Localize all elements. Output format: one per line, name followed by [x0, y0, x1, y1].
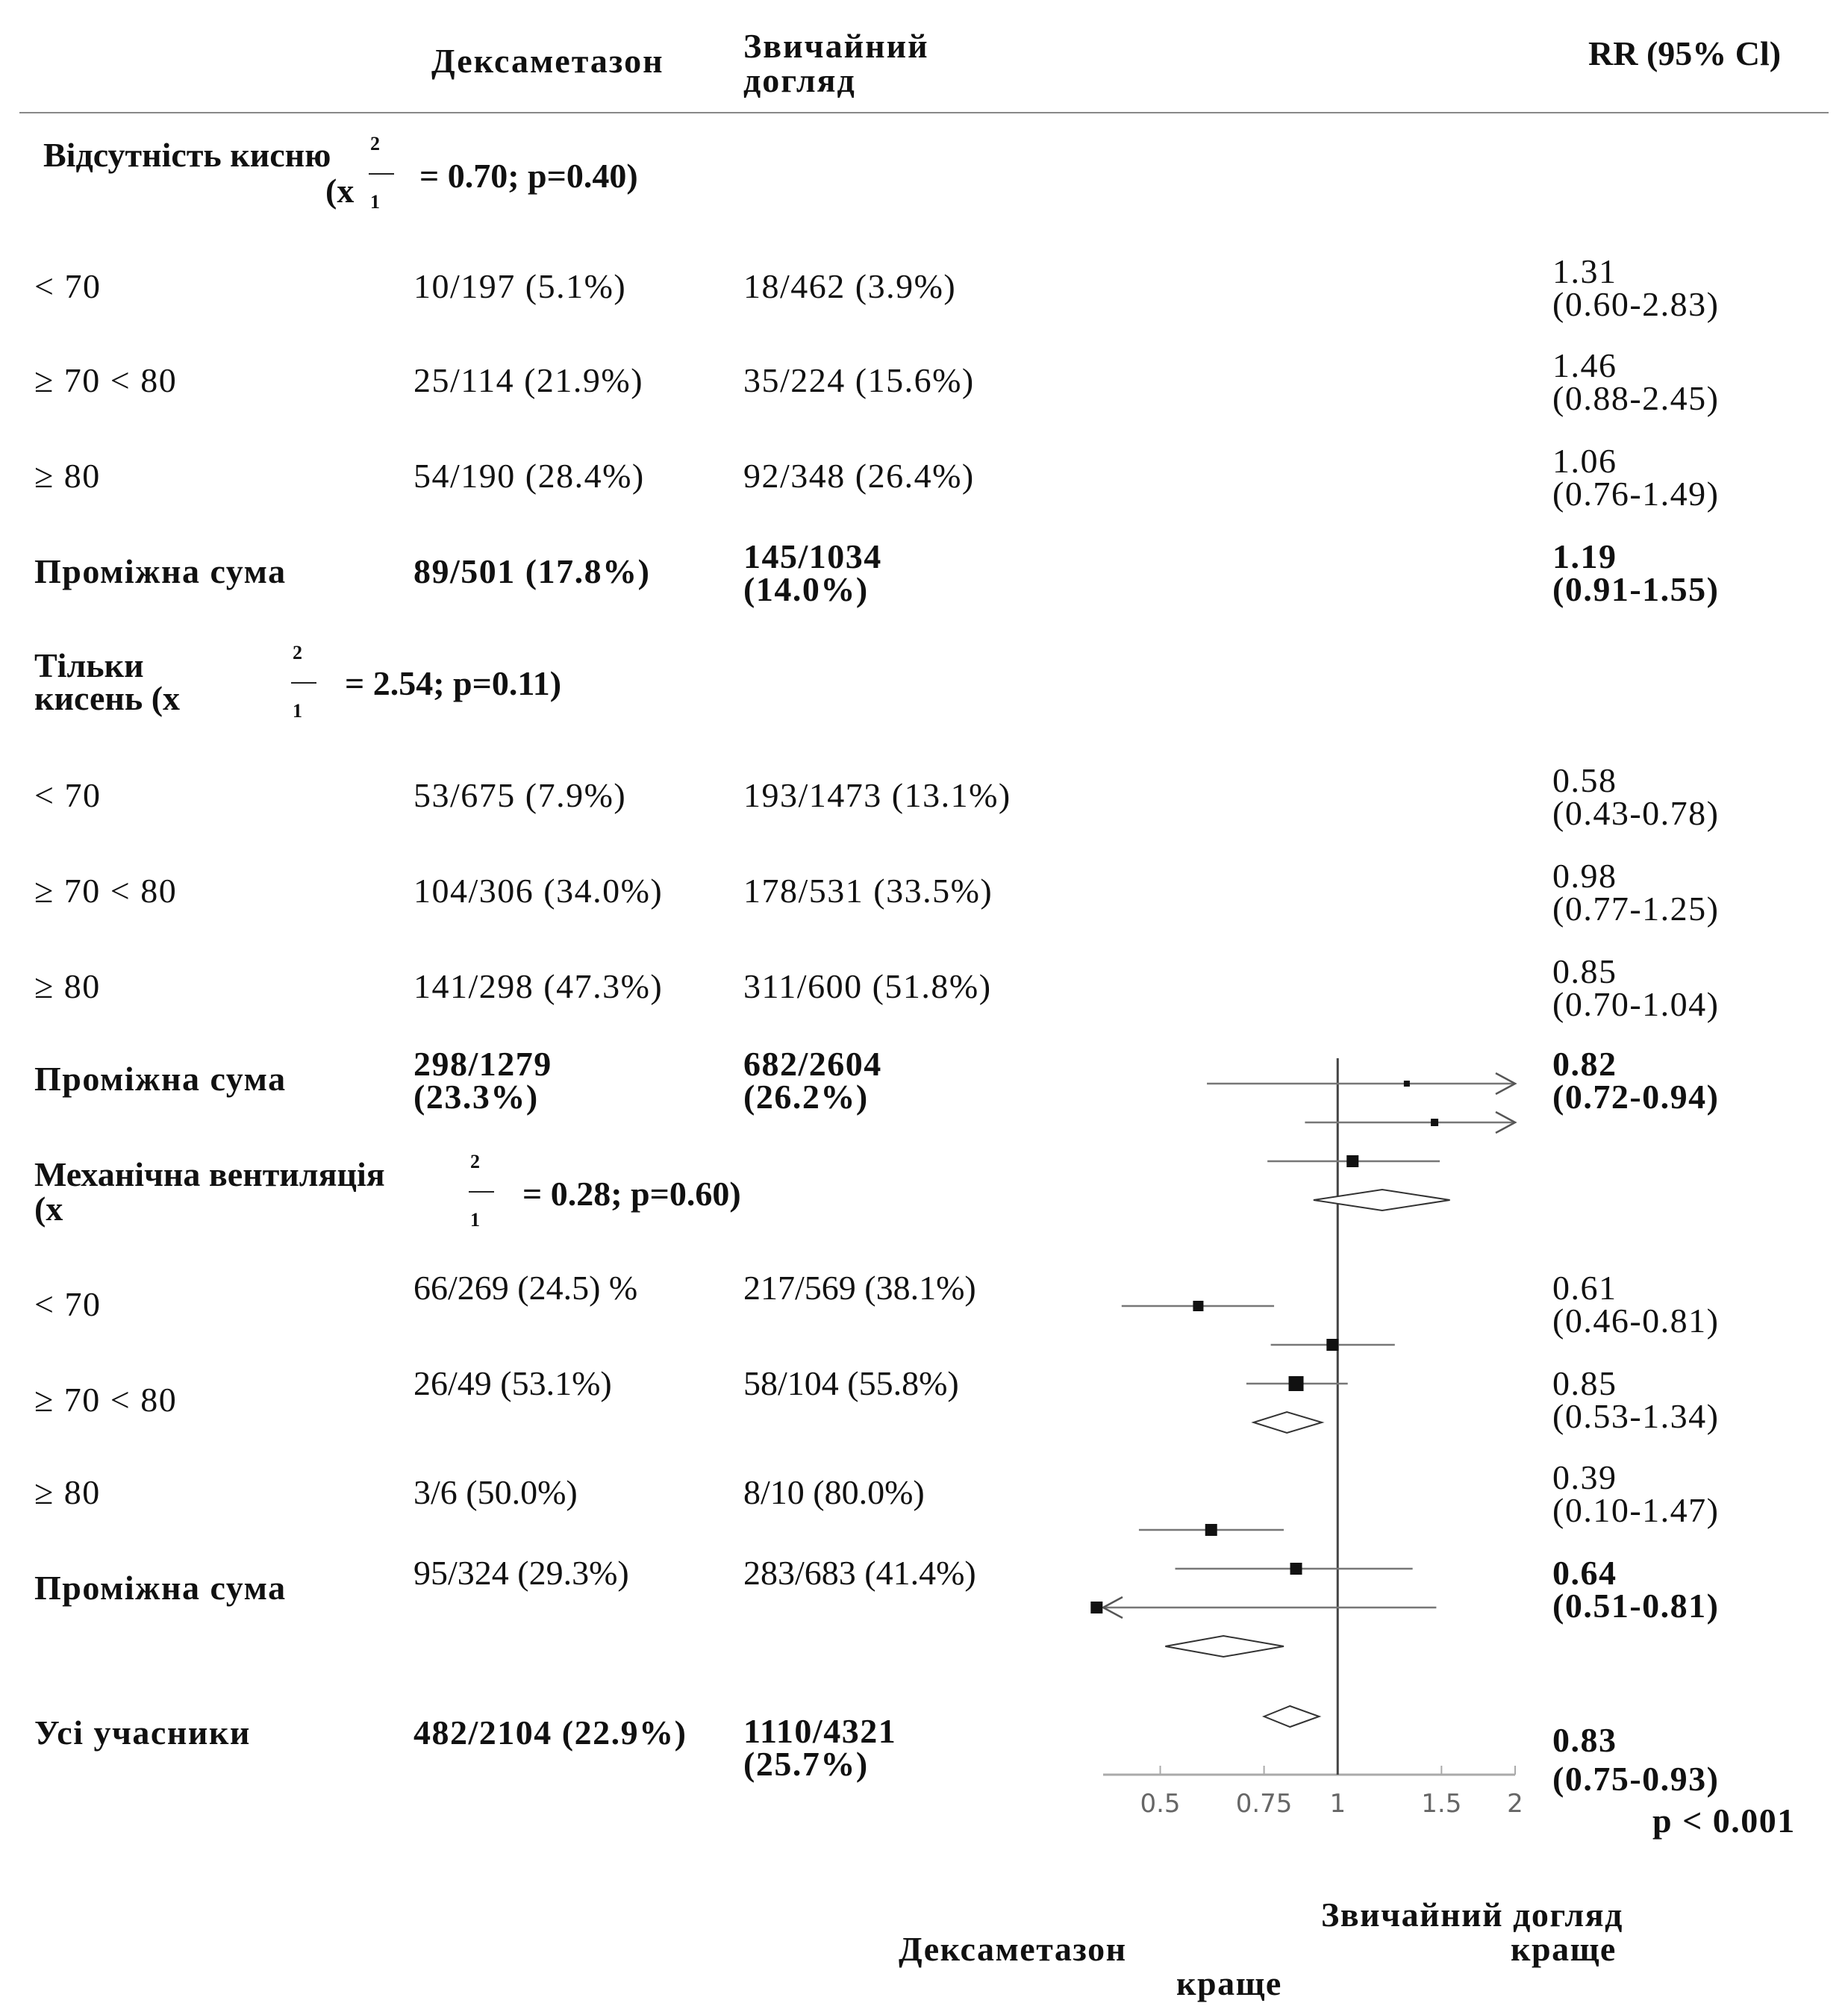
chi-square-symbol: 2 1 — [369, 134, 399, 216]
group-title-oxygen-only-chi: кисень (x — [34, 679, 181, 717]
group-title-no-oxygen-chi: (x — [325, 172, 355, 210]
x-tick-label: 0.5 — [1140, 1789, 1181, 1819]
row-usual: 178/531 (33.5%) — [743, 872, 993, 910]
overall-label: Усі учасники — [34, 1713, 251, 1752]
subtotal-label: Проміжна сума — [34, 1060, 287, 1098]
row-label: < 70 — [34, 1285, 102, 1323]
row-rr: 1.06 — [1552, 442, 1617, 480]
point-estimate — [1290, 1563, 1302, 1575]
row-rr: 1.46 — [1552, 346, 1617, 384]
overall-ci: (0.75-0.93) — [1552, 1760, 1720, 1798]
overall-p-value: p < 0.001 — [1652, 1802, 1796, 1840]
row-rr: 0.98 — [1552, 857, 1617, 895]
row-ci: (0.60-2.83) — [1552, 285, 1720, 323]
row-rr: 1.31 — [1552, 252, 1617, 290]
row-usual: 311/600 (51.8%) — [743, 967, 992, 1005]
row-usual: 193/1473 (13.1%) — [743, 776, 1011, 814]
x-tick-label: 0.75 — [1235, 1789, 1293, 1819]
subtotal-dex: 89/501 (17.8%) — [413, 552, 651, 590]
row-usual: 217/569 (38.1%) — [743, 1269, 976, 1307]
pooled-diamond — [1314, 1190, 1450, 1210]
subtotal-rr: 0.82 — [1552, 1045, 1617, 1083]
point-estimate — [1193, 1301, 1203, 1311]
subtotal-usual-line1: 145/1034 — [743, 537, 882, 575]
row-ci: (0.70-1.04) — [1552, 985, 1720, 1023]
row-ci: (0.43-0.78) — [1552, 794, 1720, 832]
favours-usual-care-line1: Звичайний догляд — [1321, 1896, 1623, 1934]
group-stat-no-oxygen: = 0.70; p=0.40) — [419, 157, 638, 195]
row-ci: (0.46-0.81) — [1552, 1302, 1720, 1340]
subtotal-rr: 0.64 — [1552, 1554, 1617, 1592]
overall-dex: 482/2104 (22.9%) — [413, 1713, 687, 1752]
subtotal-label: Проміжна сума — [34, 1569, 287, 1607]
subtotal-dex: 95/324 (29.3%) — [413, 1554, 629, 1592]
row-dex: 104/306 (34.0%) — [413, 872, 664, 910]
point-estimate — [1404, 1081, 1410, 1087]
row-rr: 0.85 — [1552, 1364, 1617, 1402]
subtotal-usual: 283/683 (41.4%) — [743, 1554, 976, 1592]
row-dex: 25/114 (21.9%) — [413, 361, 644, 399]
group-title-mechanical-ventilation: Механічна вентиляція — [34, 1155, 385, 1193]
point-estimate — [1346, 1155, 1358, 1167]
overall-usual-line2: (25.7%) — [743, 1745, 869, 1783]
row-label: ≥ 70 < 80 — [34, 872, 178, 910]
row-dex: 54/190 (28.4%) — [413, 457, 645, 495]
subtotal-usual-line2: (14.0%) — [743, 570, 869, 608]
row-dex: 141/298 (47.3%) — [413, 967, 664, 1005]
row-rr: 0.58 — [1552, 761, 1617, 799]
column-header-usual-care-line1: Звичайний — [743, 27, 929, 65]
row-label: ≥ 70 < 80 — [34, 361, 178, 399]
column-header-dexamethasone: Дексаметазон — [431, 42, 664, 80]
group-title-no-oxygen: Відсутність кисню — [43, 136, 331, 174]
row-usual: 8/10 (80.0%) — [743, 1473, 925, 1511]
overall-rr: 0.83 — [1552, 1721, 1617, 1759]
point-estimate — [1431, 1119, 1438, 1126]
pooled-diamond — [1264, 1706, 1320, 1727]
row-ci: (0.10-1.47) — [1552, 1491, 1720, 1529]
chi-square-symbol: 2 1 — [291, 643, 321, 725]
column-header-rr: RR (95% Cl) — [1588, 34, 1782, 72]
row-dex: 66/269 (24.5) % — [413, 1269, 638, 1307]
point-estimate — [1205, 1524, 1217, 1536]
subtotal-rr: 1.19 — [1552, 537, 1617, 575]
overall-usual-line1: 1110/4321 — [743, 1712, 897, 1750]
row-label: < 70 — [34, 776, 102, 814]
row-usual: 35/224 (15.6%) — [743, 361, 975, 399]
subtotal-ci: (0.51-0.81) — [1552, 1587, 1720, 1625]
subtotal-ci: (0.91-1.55) — [1552, 570, 1720, 608]
row-dex: 26/49 (53.1%) — [413, 1364, 612, 1402]
row-ci: (0.53-1.34) — [1552, 1397, 1720, 1435]
row-ci: (0.76-1.49) — [1552, 475, 1720, 513]
row-dex: 10/197 (5.1%) — [413, 267, 627, 305]
row-label: ≥ 80 — [34, 1473, 101, 1511]
subtotal-ci: (0.72-0.94) — [1552, 1078, 1720, 1116]
row-rr: 0.85 — [1552, 952, 1617, 990]
x-tick-label: 2 — [1507, 1789, 1523, 1819]
point-estimate — [1289, 1376, 1304, 1391]
favours-dexamethasone-line2: краще — [1176, 1964, 1282, 2002]
subtotal-dex-line1: 298/1279 — [413, 1045, 552, 1083]
favours-usual-care-line2: краще — [1511, 1930, 1617, 1968]
subtotal-label: Проміжна сума — [34, 552, 287, 590]
row-usual: 92/348 (26.4%) — [743, 457, 975, 495]
row-dex: 53/675 (7.9%) — [413, 776, 627, 814]
x-tick-label: 1 — [1329, 1789, 1346, 1819]
row-label: ≥ 80 — [34, 457, 101, 495]
row-usual: 18/462 (3.9%) — [743, 267, 957, 305]
pooled-diamond — [1254, 1412, 1322, 1433]
row-ci: (0.88-2.45) — [1552, 379, 1720, 417]
subtotal-usual-line2: (26.2%) — [743, 1078, 869, 1116]
x-tick-label: 1.5 — [1421, 1789, 1462, 1819]
group-stat-mechanical-ventilation: = 0.28; p=0.60) — [522, 1175, 741, 1213]
row-ci: (0.77-1.25) — [1552, 890, 1720, 928]
row-rr: 0.61 — [1552, 1269, 1617, 1307]
subtotal-dex-line2: (23.3%) — [413, 1078, 539, 1116]
row-label: < 70 — [34, 267, 102, 305]
row-dex: 3/6 (50.0%) — [413, 1473, 578, 1511]
chi-square-symbol: 2 1 — [469, 1152, 499, 1234]
group-title-oxygen-only: Тільки — [34, 646, 144, 684]
row-label: ≥ 80 — [34, 967, 101, 1005]
pooled-diamond — [1165, 1636, 1284, 1657]
column-header-usual-care-line2: догляд — [743, 61, 856, 99]
group-title-mechanical-ventilation-chi: (x — [34, 1190, 63, 1228]
subtotal-usual-line1: 682/2604 — [743, 1045, 882, 1083]
row-usual: 58/104 (55.8%) — [743, 1364, 959, 1402]
point-estimate — [1326, 1339, 1338, 1351]
row-rr: 0.39 — [1552, 1458, 1617, 1496]
favours-dexamethasone-line1: Дексаметазон — [899, 1930, 1127, 1968]
row-label: ≥ 70 < 80 — [34, 1381, 178, 1419]
group-stat-oxygen-only: = 2.54; p=0.11) — [345, 664, 562, 702]
point-estimate — [1090, 1602, 1102, 1613]
